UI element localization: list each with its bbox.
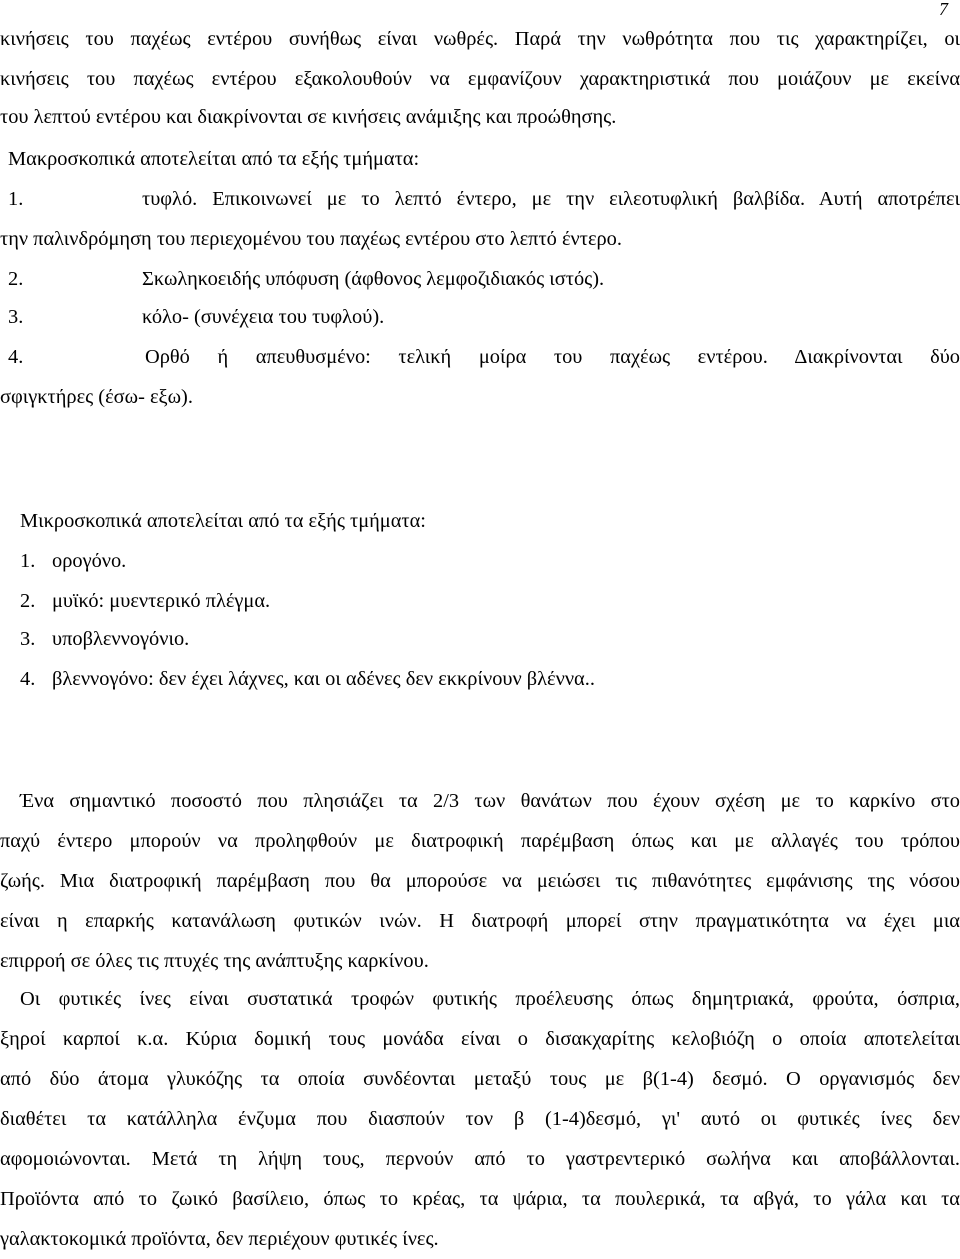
list-item-text: υποβλεννογόνιο. [52,628,190,650]
paragraph-line: επιρροή σε όλες τις πτυχές της ανάπτυξης καρκίνου. [0,950,429,972]
paragraph-line: ζωής. Μια διατροφική παρέμβαση που θα μπορούσε να μειώσει τις πιθανότητες εμφάνισης της νόσου [0,870,960,892]
intro-line: κινήσεις του παχέως εντέρου εξακολουθούν να εμφανίζουν χαρακτηριστικά που μοιάζουν με εκείνα [0,68,960,90]
list-item-number: 1. [8,188,24,210]
paragraph-line: γαλακτοκομικά προϊόντα, δεν περιέχουν φυτικές ίνες. [0,1228,439,1250]
paragraph-line: είναι η επαρκής κατανάλωση φυτικών ινών. Η διατροφή μπορεί στην πραγματικότητα να έχει μια [0,910,960,932]
paragraph-line: αφομοιώνονται. Μετά τη λήψη τους, περνούν από το γαστρεντερικό σωλήνα και αποβάλλονται. [0,1148,960,1170]
micro-heading: Μικροσκοπικά αποτελείται από τα εξής τμήματα: [20,510,426,532]
list-item-text: βλεννογόνο: δεν έχει λάχνες, και οι αδένες δεν εκκρίνουν βλέννα.. [52,668,595,690]
list-item-number: 2. [8,268,24,290]
paragraph-line: Ένα σημαντικό ποσοστό που πλησιάζει τα 2/3 των θανάτων που έχουν σχέση με το καρκίνο στο [20,790,960,812]
list-item-text: ορογόνο. [52,550,127,572]
list-item-text: τυφλό. Επικοινωνεί με το λεπτό έντερο, με την ειλεοτυφλική βαλβίδα. Αυτή αποτρέπει [142,188,960,210]
list-item-number: 4. [8,346,24,368]
list-item-text: μυϊκό: μυεντερικό πλέγμα. [52,590,271,612]
paragraph-line: Οι φυτικές ίνες είναι συστατικά τροφών φυτικής προέλευσης όπως δημητριακά, φρούτα, όσπρια, [20,988,960,1010]
list-item-number: 4. [20,668,36,690]
paragraph-line: διαθέτει τα κατάλληλα ένζυμα που διασπούν τον β (1-4)δεσμό, γι' αυτό οι φυτικές ίνες δεν [0,1108,960,1130]
intro-line: κινήσεις του παχέως εντέρου συνήθως είναι νωθρές. Παρά την νωθρότητα που τις χαρακτηρίζει, οι [0,28,960,50]
list-item-text: Σκωληκοειδής υπόφυση (άφθονος λεμφοζιδιακός ιστός). [142,268,605,290]
list-item-number: 2. [20,590,36,612]
intro-line: του λεπτού εντέρου και διακρίνονται σε κινήσεις ανάμιξης και προώθησης. [0,106,617,128]
list-item-text: κόλο- (συνέχεια του τυφλού). [142,306,385,328]
paragraph-line: ξηροί καρποί κ.α. Κύρια δομική τους μονάδα είναι ο δισακχαρίτης κελοβιόζη ο οποία αποτελείται [0,1028,960,1050]
list-item-text: Ορθό ή απευθυσμένο: τελική μοίρα του παχέως εντέρου. Διακρίνονται δύο [145,346,960,368]
list-item-number: 3. [20,628,36,650]
list-item-number: 3. [8,306,24,328]
list-item-continuation: σφιγκτήρες (έσω- εξω). [0,386,193,408]
list-item-number: 1. [20,550,36,572]
page-number: 7 [939,0,948,19]
macro-heading: Μακροσκοπικά αποτελείται από τα εξής τμήματα: [8,148,420,170]
list-item-continuation: την παλινδρόμηση του περιεχομένου του παχέως εντέρου στο λεπτό έντερο. [0,228,622,250]
paragraph-line: από δύο άτομα γλυκόζης τα οποία συνδέονται μεταξύ τους με β(1-4) δεσμό. Ο οργανισμός δεν [0,1068,960,1090]
paragraph-line: παχύ έντερο μπορούν να προληφθούν με διατροφική παρέμβαση όπως και με αλλαγές του τρόπου [0,830,960,852]
paragraph-line: Προϊόντα από το ζωικό βασίλειο, όπως το κρέας, τα ψάρια, τα πουλερικά, τα αβγά, το γάλα και τα [0,1188,960,1210]
